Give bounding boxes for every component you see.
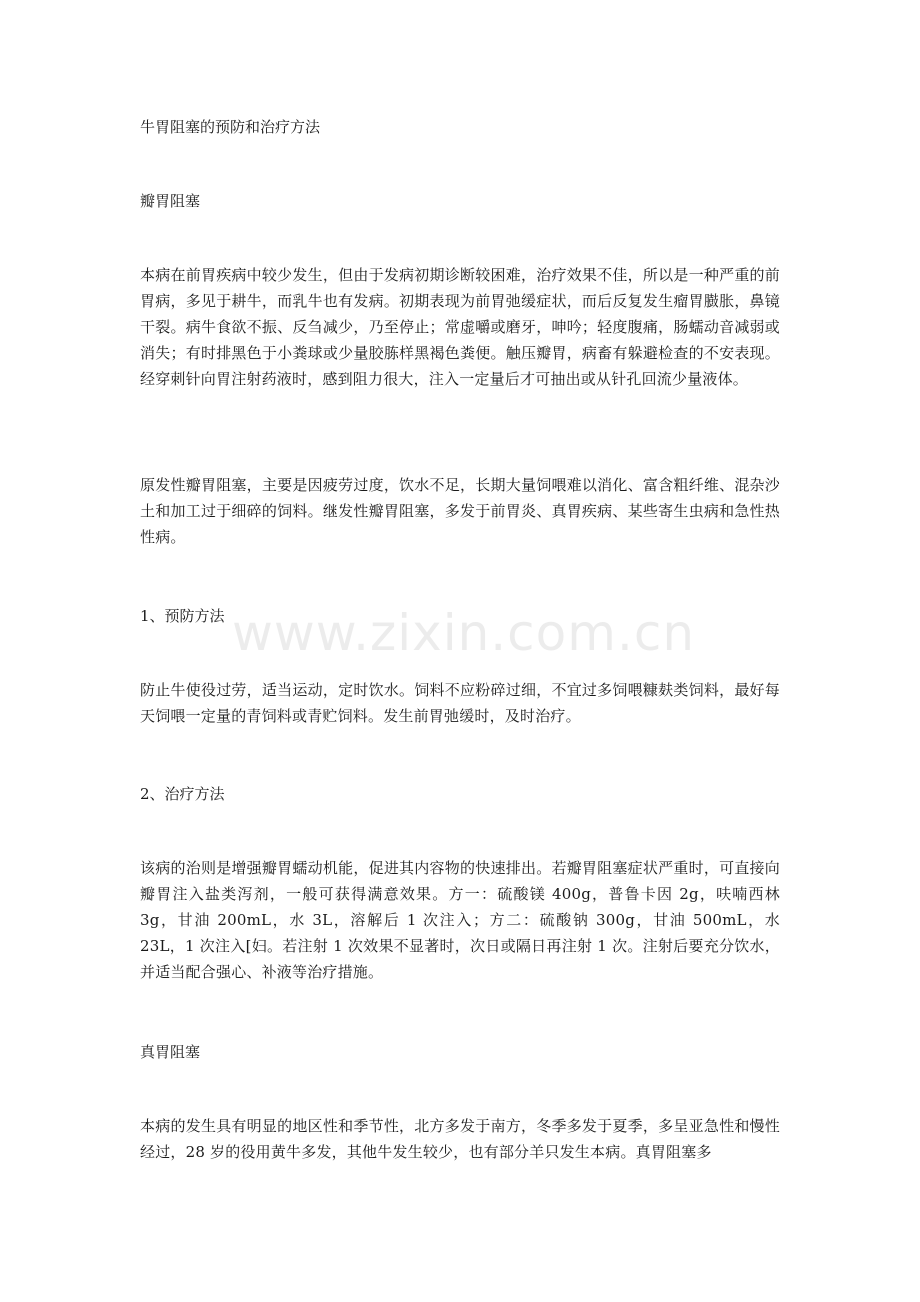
paragraph-omasum-symptoms: 本病在前胃疾病中较少发生，但由于发病初期诊断较困难，治疗效果不佳，所以是一种严重的前胃病，多见于耕牛，而乳牛也有发病。初期表现为前胃弛缓症状，而后反复发生瘤胃臌胀，鼻镜干裂。病牛食欲不振、反刍减少，乃至停止；常虚嚼或磨牙，呻吟；轻度腹痛，肠蠕动音减弱或消失；有时排黑色于小粪球或少量胶胨样黑褐色粪便。触压瓣胃，病畜有躲避检查的不安表现。经穿刺针向胃注射药液时，感到阻力很大，注入一定量后才可抽出或从针孔回流少量液体。 [140, 266, 780, 388]
document-title: 牛胃阻塞的预防和治疗方法 [140, 118, 321, 136]
paragraph-treatment: 该病的治则是增强瓣胃蠕动机能，促进其内容物的快速排出。若瓣胃阻塞症状严重时，可直接向瓣胃注入盐类泻剂，一般可获得满意效果。方一：硫酸镁 400g，普鲁卡因 2g，呋喃西林 3g，甘油 200mL，水 3L，溶解后 1 次注入；方二：硫酸钠 300g，甘油 500mL，水 23L，1 次注入[妇。若注射 1 次效果不显著时，次日或隔日再注射 1 次。注射后要充分饮水，并适当配合强心、补液等治疗措施。 [140, 859, 780, 981]
paragraph-prevention: 防止牛使役过劳，适当运动，定时饮水。饲料不应粉碎过细，不宜过多饲喂糠麸类饲料，最好每天饲喂一定量的青饲料或青贮饲料。发生前胃弛缓时，及时治疗。 [140, 681, 780, 725]
paragraph-omasum-causes: 原发性瓣胃阻塞，主要是因疲劳过度，饮水不足，长期大量饲喂难以消化、富含粗纤维、混杂沙土和加工过于细碎的饲料。继发性瓣胃阻塞，多发于前胃炎、真胃疾病、某些寄生虫病和急性热性病。 [140, 476, 780, 546]
section-heading-omasum: 瓣胃阻塞 [140, 192, 201, 210]
prevention-heading: 1、预防方法 [140, 607, 225, 625]
paragraph-abomasum-intro: 本病的发生具有明显的地区性和季节性，北方多发于南方，冬季多发于夏季，多呈亚急性和慢性经过，28 岁的役用黄牛多发，其他牛发生较少，也有部分羊只发生本病。真胃阻塞多 [140, 1117, 780, 1161]
section-heading-abomasum: 真胃阻塞 [140, 1043, 201, 1061]
watermark: www.zixin.com.cn [232, 604, 696, 662]
treatment-heading: 2、治疗方法 [140, 785, 225, 803]
